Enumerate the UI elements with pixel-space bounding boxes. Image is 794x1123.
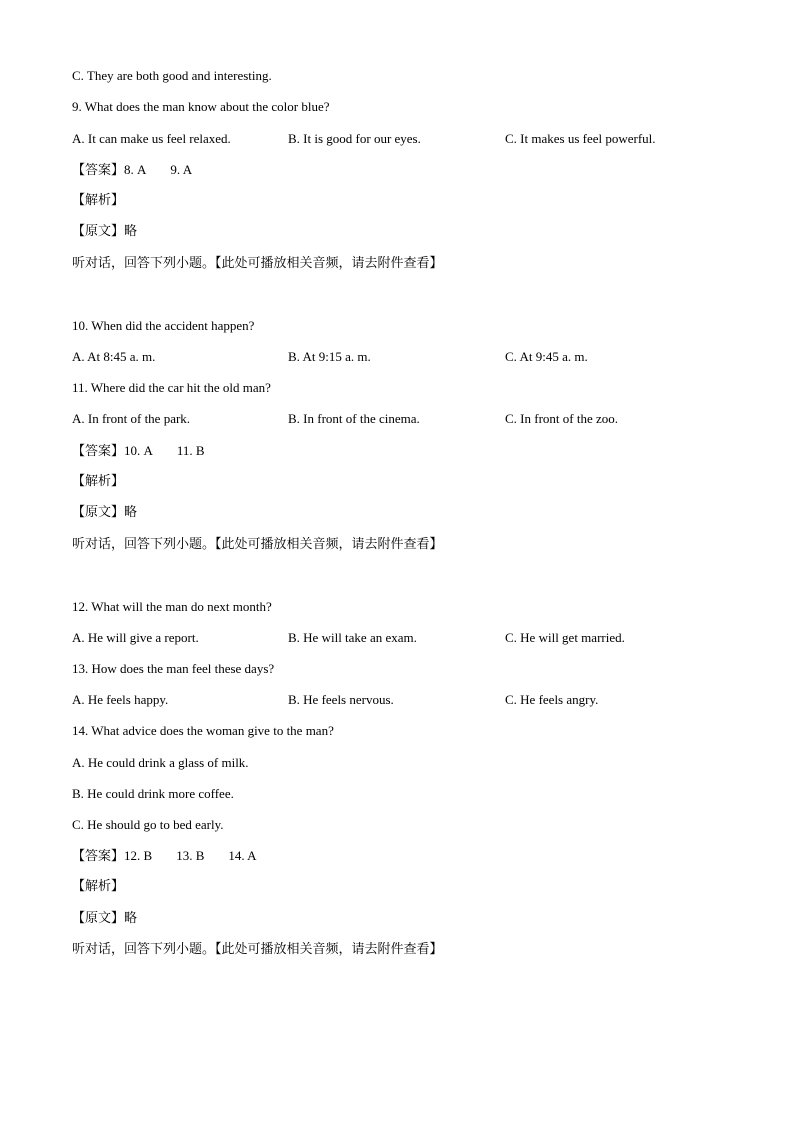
original-label-1: 【原文】略: [72, 224, 138, 239]
q8-option-c: C. They are both good and interesting.: [72, 68, 272, 83]
answer-10: 10. A: [124, 443, 153, 458]
instruction-3: 听对话，回答下列小题。【此处可播放相关音频，请去附件查看】: [72, 942, 443, 957]
answer-13: 13. B: [176, 848, 205, 863]
original-label-3: 【原文】略: [72, 911, 138, 926]
analysis-label-3: 【解析】: [72, 879, 125, 894]
answer-line-2: [72, 443, 205, 460]
q11-option-a: A. In front of the park.: [72, 411, 191, 426]
q10-option-c: C. At 9:45 a. m.: [505, 349, 588, 364]
q14-option-b: B. He could drink more coffee.: [72, 786, 234, 801]
q10-stem: 10. When did the accident happen?: [72, 318, 255, 333]
q12-option-b: B. He will take an exam.: [288, 630, 417, 645]
q13-option-c: C. He feels angry.: [505, 692, 599, 707]
answer-9: 9. A: [170, 162, 193, 177]
instruction-2: 听对话，回答下列小题。【此处可播放相关音频，请去附件查看】: [72, 537, 443, 552]
q12-option-a: A. He will give a report.: [72, 630, 199, 645]
q14-option-a: A. He could drink a glass of milk.: [72, 755, 249, 770]
answer-line-3: [72, 848, 257, 865]
q12-option-c: C. He will get married.: [505, 630, 625, 645]
q13-option-a: A. He feels happy.: [72, 692, 169, 707]
answer-label: 【答案】: [72, 444, 125, 459]
q13-stem: 13. How does the man feel these days?: [72, 661, 275, 676]
answer-12: 12. B: [124, 848, 153, 863]
q14-stem: 14. What advice does the woman give to the man?: [72, 723, 334, 738]
instruction-1: 听对话，回答下列小题。【此处可播放相关音频，请去附件查看】: [72, 256, 443, 271]
answer-label: 【答案】: [72, 163, 125, 178]
q10-option-b: B. At 9:15 a. m.: [288, 349, 371, 364]
analysis-label-1: 【解析】: [72, 193, 125, 208]
q11-option-b: B. In front of the cinema.: [288, 411, 420, 426]
q12-stem: 12. What will the man do next month?: [72, 599, 272, 614]
answer-14: 14. A: [228, 848, 257, 863]
answer-label: 【答案】: [72, 849, 125, 864]
q10-option-a: A. At 8:45 a. m.: [72, 349, 156, 364]
q13-option-b: B. He feels nervous.: [288, 692, 394, 707]
q11-stem: 11. Where did the car hit the old man?: [72, 380, 271, 395]
q9-stem: 9. What does the man know about the color blue?: [72, 99, 330, 114]
answer-11: 11. B: [176, 443, 205, 458]
q9-option-a: A. It can make us feel relaxed.: [72, 131, 231, 146]
answer-line-1: [72, 162, 192, 179]
q11-option-c: C. In front of the zoo.: [505, 411, 619, 426]
analysis-label-2: 【解析】: [72, 474, 125, 489]
q9-option-b: B. It is good for our eyes.: [288, 131, 421, 146]
q9-option-c: C. It makes us feel powerful.: [505, 131, 656, 146]
q14-option-c: C. He should go to bed early.: [72, 817, 224, 832]
original-label-2: 【原文】略: [72, 505, 138, 520]
answer-8: 8. A: [124, 162, 147, 177]
